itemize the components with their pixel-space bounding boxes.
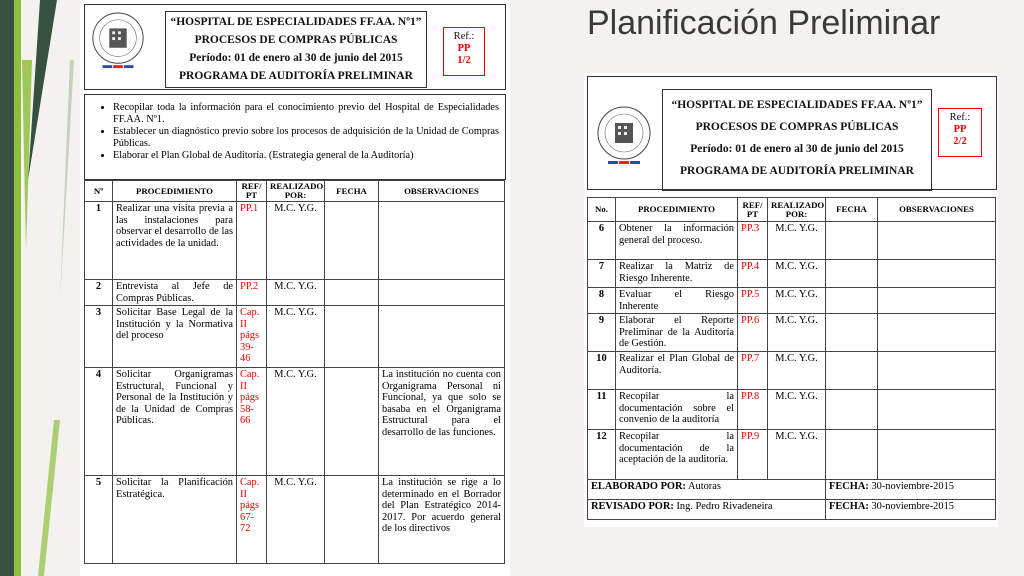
row-num: 11 bbox=[588, 390, 616, 430]
audit-program-page-2 bbox=[584, 73, 998, 527]
row-date bbox=[325, 202, 379, 280]
slide-title: Planificación Preliminar bbox=[587, 4, 941, 42]
col-num: No. bbox=[588, 198, 616, 222]
row-num: 12 bbox=[588, 430, 616, 480]
col-num: Nº bbox=[85, 181, 113, 202]
row-num: 2 bbox=[85, 280, 113, 306]
prepared-by-cell bbox=[588, 480, 826, 500]
date-value: 30-noviembre-2015 bbox=[871, 481, 954, 492]
prepared-date-cell bbox=[826, 480, 996, 500]
objectives-box bbox=[84, 94, 506, 180]
decorative-lines bbox=[0, 0, 80, 576]
ref-code: PP bbox=[457, 43, 471, 54]
row-procedure: Entrevista al Jefe de Compras Públicas. bbox=[113, 280, 237, 306]
col-ref: REF/ PT bbox=[738, 198, 768, 222]
row-realized-by: M.C. Y.G. bbox=[768, 222, 826, 260]
process-name: PROCESOS DE COMPRAS PÚBLICAS bbox=[194, 34, 398, 46]
table-row bbox=[85, 306, 505, 368]
program-name: PROGRAMA DE AUDITORÍA PRELIMINAR bbox=[179, 70, 413, 82]
period: Período: 01 de enero al 30 de junio del 2015 bbox=[690, 143, 904, 155]
table-header-row bbox=[85, 181, 505, 202]
header-title-box bbox=[165, 11, 427, 88]
date-value: 30-noviembre-2015 bbox=[871, 501, 954, 512]
row-realized-by: M.C. Y.G. bbox=[267, 368, 325, 476]
ref-label: Ref.: bbox=[949, 112, 971, 123]
row-procedure: Obtener la información general del proceso. bbox=[616, 222, 738, 260]
col-ref: REF/ PT bbox=[237, 181, 267, 202]
row-num: 10 bbox=[588, 352, 616, 390]
date-label: FECHA: bbox=[829, 501, 869, 512]
hospital-name: “HOSPITAL DE ESPECIALIDADES FF.AA. Nº1” bbox=[170, 16, 422, 28]
document-header bbox=[84, 4, 506, 90]
reviewed-by-cell bbox=[588, 500, 826, 520]
reviewed-by-value: Ing. Pedro Rivadeneira bbox=[676, 501, 773, 512]
row-ref: PP.6 bbox=[738, 314, 768, 352]
table-row bbox=[85, 280, 505, 306]
table-row bbox=[588, 352, 996, 390]
table-row bbox=[588, 314, 996, 352]
row-realized-by: M.C. Y.G. bbox=[267, 280, 325, 306]
footer-row-prepared bbox=[588, 480, 996, 500]
row-observations bbox=[878, 352, 996, 390]
row-date bbox=[826, 390, 878, 430]
ref-page: 2/2 bbox=[953, 136, 967, 147]
row-date bbox=[826, 260, 878, 288]
row-realized-by: M.C. Y.G. bbox=[768, 390, 826, 430]
col-observations: OBSERVACIONES bbox=[878, 198, 996, 222]
row-procedure: Elaborar el Reporte Preliminar de la Auditoría de Gestión. bbox=[616, 314, 738, 352]
audit-program-page-1 bbox=[80, 0, 510, 576]
row-realized-by: M.C. Y.G. bbox=[768, 352, 826, 390]
row-realized-by: M.C. Y.G. bbox=[267, 476, 325, 564]
objective-item: • Elaborar el Plan Global de Auditoría. (Estrategia general de la Auditoría) bbox=[113, 150, 499, 162]
row-date bbox=[325, 306, 379, 368]
row-num: 7 bbox=[588, 260, 616, 288]
row-num: 1 bbox=[85, 202, 113, 280]
row-date bbox=[826, 314, 878, 352]
row-date bbox=[826, 430, 878, 480]
row-realized-by: M.C. Y.G. bbox=[768, 260, 826, 288]
row-ref: PP.2 bbox=[237, 280, 267, 306]
reviewed-by-label: REVISADO POR: bbox=[591, 501, 674, 512]
row-observations bbox=[878, 430, 996, 480]
row-observations bbox=[878, 390, 996, 430]
row-ref: PP.3 bbox=[738, 222, 768, 260]
footer-row-reviewed bbox=[588, 500, 996, 520]
row-num: 3 bbox=[85, 306, 113, 368]
row-procedure: Solicitar Organigramas Estructural, Funcional y Personal de la Institución y de la Unidad de Compras Públicas. bbox=[113, 368, 237, 476]
row-realized-by: M.C. Y.G. bbox=[267, 202, 325, 280]
ref-label: Ref.: bbox=[453, 31, 475, 42]
row-procedure: Recopilar la documentación de la aceptación de la auditoría. bbox=[616, 430, 738, 480]
table-row bbox=[588, 288, 996, 314]
col-observations: OBSERVACIONES bbox=[379, 181, 505, 202]
row-observations bbox=[878, 260, 996, 288]
row-ref: PP.8 bbox=[738, 390, 768, 430]
row-observations bbox=[878, 288, 996, 314]
procedures-table bbox=[84, 180, 505, 564]
ref-page: 1/2 bbox=[457, 55, 471, 66]
row-observations bbox=[878, 314, 996, 352]
row-ref: PP.7 bbox=[738, 352, 768, 390]
row-realized-by: M.C. Y.G. bbox=[768, 288, 826, 314]
row-num: 4 bbox=[85, 368, 113, 476]
row-num: 6 bbox=[588, 222, 616, 260]
table-row bbox=[588, 222, 996, 260]
row-procedure: Realizar la Matriz de Riesgo Inherente. bbox=[616, 260, 738, 288]
row-ref: Cap. II págs 67-72 bbox=[237, 476, 267, 564]
row-procedure: Solicitar Base Legal de la Institución y la Normativa del proceso bbox=[113, 306, 237, 368]
ref-box bbox=[443, 27, 485, 76]
row-date bbox=[325, 368, 379, 476]
objective-item: • Establecer un diagnóstico previo sobre los procesos de adquisición de la Unidad de Compras Públicas. bbox=[113, 126, 499, 149]
col-procedure: PROCEDIMIENTO bbox=[616, 198, 738, 222]
row-ref: PP.9 bbox=[738, 430, 768, 480]
row-procedure: Evaluar el Riesgo Inherente bbox=[616, 288, 738, 314]
row-num: 9 bbox=[588, 314, 616, 352]
row-date bbox=[826, 352, 878, 390]
prepared-by-label: ELABORADO POR: bbox=[591, 481, 686, 492]
row-date bbox=[325, 280, 379, 306]
date-label: FECHA: bbox=[829, 481, 869, 492]
row-procedure: Solicitar la Planificación Estratégica. bbox=[113, 476, 237, 564]
table-row bbox=[85, 368, 505, 476]
row-date bbox=[826, 288, 878, 314]
prepared-by-value: Autoras bbox=[688, 481, 721, 492]
row-date bbox=[826, 222, 878, 260]
procedures-table bbox=[587, 197, 996, 520]
row-procedure: Realizar una visita previa a las instalaciones para observar el desarrollo de las actividades de la unidad. bbox=[113, 202, 237, 280]
period: Período: 01 de enero al 30 de junio del 2015 bbox=[189, 52, 403, 64]
table-header-row bbox=[588, 198, 996, 222]
ref-code: PP bbox=[953, 124, 967, 135]
row-observations bbox=[379, 306, 505, 368]
table-row bbox=[588, 430, 996, 480]
row-ref: PP.5 bbox=[738, 288, 768, 314]
row-realized-by: M.C. Y.G. bbox=[768, 314, 826, 352]
hospital-seal-icon bbox=[89, 11, 147, 71]
row-ref: Cap. II págs 58-66 bbox=[237, 368, 267, 476]
row-date bbox=[325, 476, 379, 564]
document-header bbox=[587, 76, 997, 190]
row-ref: Cap. II págs 39-46 bbox=[237, 306, 267, 368]
reviewed-date-cell bbox=[826, 500, 996, 520]
table-row bbox=[85, 476, 505, 564]
objective-item: • Recopilar toda la información para el conocimiento previo del Hospital de Especialidades FF.AA. Nº1. bbox=[113, 102, 499, 125]
program-name: PROGRAMA DE AUDITORÍA PRELIMINAR bbox=[680, 165, 914, 177]
col-procedure: PROCEDIMIENTO bbox=[113, 181, 237, 202]
col-realized-by: REALIZADO POR: bbox=[768, 198, 826, 222]
header-title-box bbox=[662, 89, 932, 191]
row-realized-by: M.C. Y.G. bbox=[267, 306, 325, 368]
row-realized-by: M.C. Y.G. bbox=[768, 430, 826, 480]
table-row bbox=[85, 202, 505, 280]
col-date: FECHA bbox=[826, 198, 878, 222]
col-date: FECHA bbox=[325, 181, 379, 202]
row-ref: PP.1 bbox=[237, 202, 267, 280]
row-num: 8 bbox=[588, 288, 616, 314]
ref-box bbox=[938, 108, 982, 157]
row-observations: La institución se rige a lo determinado en el Borrador del Plan Estratégico 2014-2017. Por acuerdo general de los directivos bbox=[379, 476, 505, 564]
row-procedure: Realizar el Plan Global de Auditoría. bbox=[616, 352, 738, 390]
row-observations: La institución no cuenta con Organigrama Personal ni Funcional, ya que solo se basaba en el Organigrama Estructural para el desarrollo de las funciones. bbox=[379, 368, 505, 476]
row-procedure: Recopilar la documentación sobre el convenio de la auditoría bbox=[616, 390, 738, 430]
process-name: PROCESOS DE COMPRAS PÚBLICAS bbox=[695, 121, 899, 133]
row-ref: PP.4 bbox=[738, 260, 768, 288]
row-observations bbox=[379, 202, 505, 280]
row-num: 5 bbox=[85, 476, 113, 564]
hospital-seal-icon bbox=[594, 105, 654, 167]
row-observations bbox=[878, 222, 996, 260]
hospital-name: “HOSPITAL DE ESPECIALIDADES FF.AA. Nº1” bbox=[671, 99, 923, 111]
table-row bbox=[588, 260, 996, 288]
table-row bbox=[588, 390, 996, 430]
col-realized-by: REALIZADO POR: bbox=[267, 181, 325, 202]
row-observations bbox=[379, 280, 505, 306]
